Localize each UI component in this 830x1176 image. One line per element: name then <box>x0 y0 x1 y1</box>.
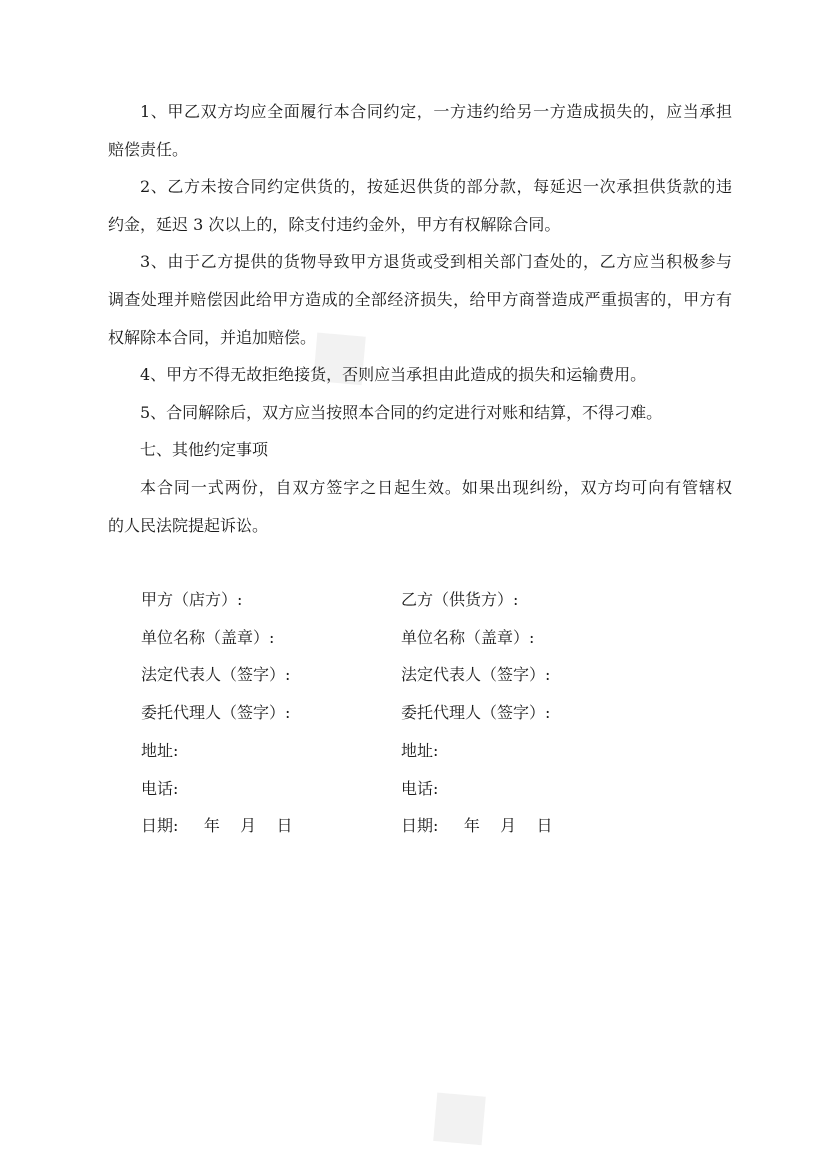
paragraph-line: 调查处理并赔偿因此给甲方造成的全部经济损失，给甲方商誉造成严重损害的，甲方有 <box>108 289 732 309</box>
paragraph-line: 权解除本合同，并追加赔偿。 <box>108 327 317 347</box>
paragraph-line: 的人民法院提起诉讼。 <box>108 515 269 535</box>
signature-field-party-b: 委托代理人（签字）: <box>401 703 551 723</box>
signature-field-party-b: 单位名称（盖章）: <box>401 627 535 647</box>
paragraph <box>108 394 732 432</box>
paragraph-line: 赔偿责任。 <box>108 139 189 159</box>
watermark: ◆ <box>394 1050 516 1176</box>
paragraph-line: 4、甲方不得无故拒绝接货，否则应当承担由此造成的损失和运输费用。 <box>140 365 647 385</box>
paragraph <box>108 469 732 544</box>
paragraph-line: 5、合同解除后，双方应当按照本合同的约定进行对账和结算，不得刁难。 <box>140 402 663 422</box>
signature-field-party-b: 乙方（供货方）: <box>401 590 519 609</box>
signature-field-party-b: 日期: 年 月 日 <box>401 816 553 836</box>
paragraph <box>108 93 732 168</box>
signature-field-party-b: 电话: <box>401 778 439 798</box>
signature-field-party-a: 日期: 年 月 日 <box>141 816 293 836</box>
signature-field-party-a: 甲方（店方）: <box>141 590 243 609</box>
signature-field-party-a: 电话: <box>141 778 179 798</box>
paragraph <box>108 431 732 469</box>
signature-field-party-a: 地址: <box>141 740 179 760</box>
signature-field-party-a: 单位名称（盖章）: <box>141 627 275 647</box>
paragraph-line: 本合同一式两份，自双方签字之日起生效。如果出现纠纷，双方均可向有管辖权 <box>140 478 732 497</box>
paragraph-line: 七、其他约定事项 <box>140 440 269 460</box>
watermark: ◆ <box>274 290 396 416</box>
signature-field-party-b: 地址: <box>401 740 439 760</box>
paragraph <box>108 168 732 243</box>
signature-field-party-b: 法定代表人（签字）: <box>401 665 551 685</box>
signature-field-party-a: 法定代表人（签字）: <box>141 665 291 685</box>
paragraph-line: 约金，延迟 3 次以上的，除支付违约金外，甲方有权解除合同。 <box>108 214 561 234</box>
paragraph-line: 2、乙方未按合同约定供货的，按延迟供货的部分款，每延迟一次承担供货款的违 <box>140 177 732 197</box>
signature-field-party-a: 委托代理人（签字）: <box>141 703 291 723</box>
paragraph-line: 1、甲乙双方均应全面履行本合同约定，一方违约给另一方造成损失的，应当承担 <box>140 102 732 121</box>
paragraph-line: 3、由于乙方提供的货物导致甲方退货或受到相关部门查处的，乙方应当积极参与 <box>140 252 732 272</box>
paragraph <box>108 243 732 356</box>
paragraph <box>108 356 732 394</box>
